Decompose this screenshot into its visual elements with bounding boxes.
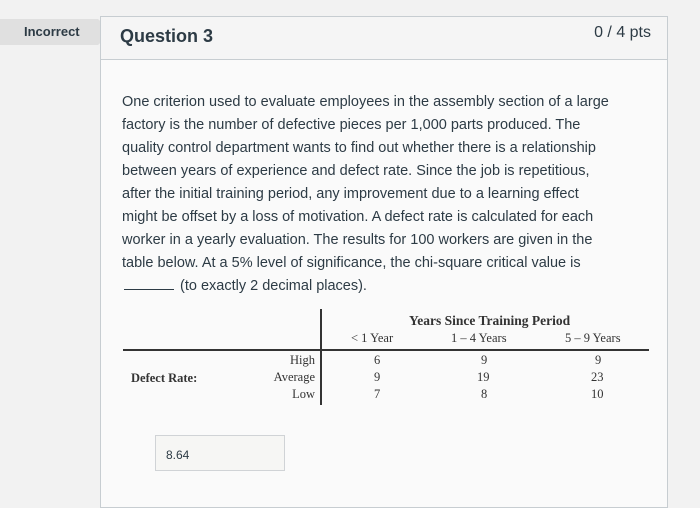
column-header: 1 – 4 Years: [451, 331, 507, 345]
question-header: [101, 17, 667, 60]
question-line: One criterion used to evaluate employees in the assembly section of a large: [122, 94, 609, 110]
question-card: [100, 16, 668, 508]
row-label: Low: [292, 387, 315, 401]
table-cell: 9: [374, 370, 381, 384]
question-line: factory is the number of defective pieces per 1,000 parts produced. The: [122, 117, 581, 133]
table-cell: 10: [591, 387, 604, 401]
table-group-header: Years Since Training Period: [409, 313, 571, 328]
question-text: [122, 91, 646, 298]
question-line: table below. At a 5% level of significance, the chi-square critical value is: [122, 255, 581, 271]
table-cell: 6: [374, 353, 381, 367]
row-label: High: [290, 353, 315, 367]
row-label: Average: [273, 370, 315, 384]
column-header: < 1 Year: [351, 331, 394, 345]
table-cell: 19: [477, 370, 490, 384]
table-cell: 8: [481, 387, 488, 401]
question-last-line: (to exactly 2 decimal places).: [180, 278, 367, 294]
answer-field[interactable]: [155, 435, 285, 471]
table-horizontal-rule: [123, 349, 649, 351]
question-line: might be offset by a loss of motivation. A defect rate is calculated for each: [122, 209, 594, 225]
incorrect-badge: [0, 19, 98, 45]
table-cell: 23: [591, 370, 604, 384]
incorrect-label: Incorrect: [24, 24, 80, 39]
table-cell: 9: [595, 353, 602, 367]
question-line: after the initial training period, any improvement due to a learning effect: [122, 186, 579, 202]
table-cell: 7: [374, 387, 381, 401]
table-cell: 9: [481, 353, 488, 367]
answer-blank: [124, 289, 174, 290]
question-line: between years of experience and defect rate. Since the job is repetitious,: [122, 163, 590, 179]
data-table: [123, 309, 653, 419]
question-line: [122, 275, 646, 298]
question-points: 0 / 4 pts: [594, 24, 651, 41]
table-vertical-rule: [320, 309, 322, 405]
question-line: quality control department wants to find out whether there is a relationship: [122, 140, 596, 156]
row-group-label: Defect Rate:: [131, 371, 198, 385]
question-title: Question 3: [120, 26, 214, 46]
question-line: worker in a yearly evaluation. The results for 100 workers are given in the: [122, 232, 593, 248]
answer-value: 8.64: [166, 448, 190, 462]
column-header: 5 – 9 Years: [565, 331, 621, 345]
